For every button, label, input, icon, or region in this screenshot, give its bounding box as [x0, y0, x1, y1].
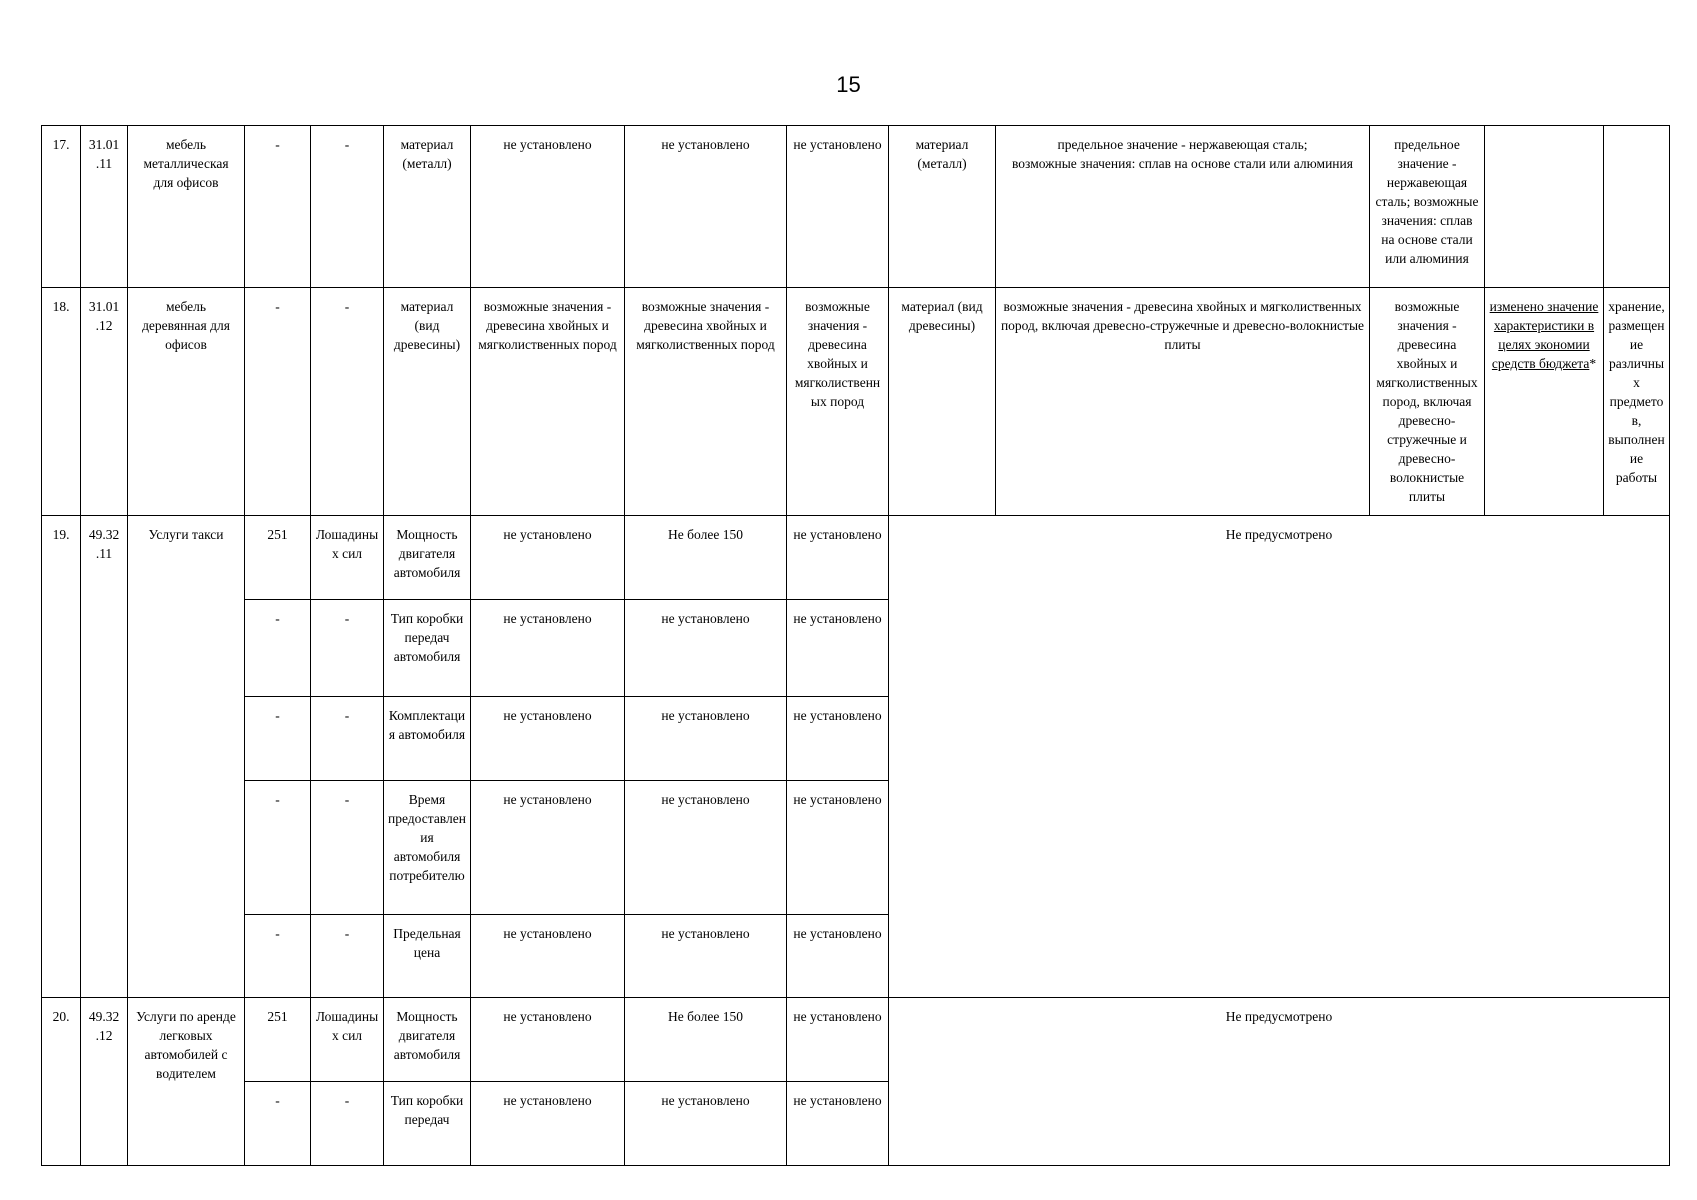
value-cell: не установлено — [625, 126, 787, 288]
unit-code: - — [245, 600, 311, 697]
characteristic: Мощность двигателя автомобиля — [384, 516, 471, 600]
value-cell: не установлено — [471, 600, 625, 697]
value-cell: Не более 150 — [625, 516, 787, 600]
row-number: 20. — [42, 998, 81, 1166]
value-cell: возможные значения - древесина хвойных и мягколиственных пород — [787, 288, 889, 516]
okpd-code: 49.32 .12 — [81, 998, 128, 1166]
table-row — [42, 126, 1670, 288]
unit-name: Лошадиных сил — [311, 516, 384, 600]
value-cell: не установлено — [625, 697, 787, 781]
okpd-code: 31.01 .12 — [81, 288, 128, 516]
characteristic: Комплектация автомобиля — [384, 697, 471, 781]
characteristic: материал (вид древесины) — [384, 288, 471, 516]
value-cell: не установлено — [471, 697, 625, 781]
value-cell: возможные значения - древесина хвойных и мягколиственных пород — [471, 288, 625, 516]
row-number: 19. — [42, 516, 81, 998]
row-number: 18. — [42, 288, 81, 516]
value-cell: не установлено — [787, 1082, 889, 1166]
value-cell: возможные значения - древесина хвойных и мягколиственных пород, включая древесно-стружечные и древесно-волокнистые плиты — [1370, 288, 1485, 516]
value-cell: не установлено — [625, 781, 787, 915]
merged-not-provided-cell: Не предусмотрено — [889, 998, 1670, 1166]
characteristic: материал (металл) — [889, 126, 996, 288]
value-cell: Не более 150 — [625, 998, 787, 1082]
value-cell: не установлено — [787, 781, 889, 915]
unit-code: - — [245, 697, 311, 781]
value-cell: предельное значение - нержавеющая сталь; возможные значения: сплав на основе стали или алюминия — [996, 126, 1370, 288]
value-cell: не установлено — [471, 998, 625, 1082]
value-cell: не установлено — [787, 697, 889, 781]
footnote-mark: * — [1589, 356, 1597, 371]
table-row — [42, 998, 1670, 1082]
item-name: Услуги по аренде легковых автомобилей с водителем — [128, 998, 245, 1166]
unit-name: Лошадиных сил — [311, 998, 384, 1082]
page-number: 15 — [836, 72, 861, 97]
unit-name: - — [311, 600, 384, 697]
unit-code: - — [245, 288, 311, 516]
purpose-cell: хранение, размещение различных предметов, выполнение работы — [1604, 288, 1670, 516]
item-name: Услуги такси — [128, 516, 245, 998]
characteristic: Предельная цена — [384, 915, 471, 998]
unit-code: - — [245, 915, 311, 998]
unit-code: 251 — [245, 516, 311, 600]
value-cell: не установлено — [625, 1082, 787, 1166]
justification-cell — [1485, 288, 1604, 516]
characteristic: материал (вид древесины) — [889, 288, 996, 516]
characteristic: материал (металл) — [384, 126, 471, 288]
unit-code: - — [245, 126, 311, 288]
value-cell: не установлено — [625, 915, 787, 998]
value-cell: возможные значения - древесина хвойных и мягколиственных пород, включая древесно-стружечные и древесно-волокнистые плиты — [996, 288, 1370, 516]
characteristic: Мощность двигателя автомобиля — [384, 998, 471, 1082]
value-cell: возможные значения - древесина хвойных и мягколиственных пород — [625, 288, 787, 516]
okpd-code: 31.01 .11 — [81, 126, 128, 288]
unit-name: - — [311, 126, 384, 288]
table-row — [42, 288, 1670, 516]
value-cell: не установлено — [471, 781, 625, 915]
value-cell: не установлено — [471, 1082, 625, 1166]
value-cell: не установлено — [471, 915, 625, 998]
value-cell: не установлено — [787, 516, 889, 600]
justification-text: изменено значение характеристики в целях экономии средств бюджета — [1489, 299, 1599, 371]
document-table — [41, 125, 1670, 1166]
okpd-code: 49.32 .11 — [81, 516, 128, 998]
unit-name: - — [311, 1082, 384, 1166]
unit-name: - — [311, 915, 384, 998]
table-row — [42, 516, 1670, 600]
value-cell: не установлено — [471, 126, 625, 288]
value-cell: предельное значение - нержавеющая сталь; возможные значения: сплав на основе стали или алюминия — [1370, 126, 1485, 288]
value-cell: не установлено — [787, 998, 889, 1082]
characteristic: Тип коробки передач автомобиля — [384, 600, 471, 697]
unit-code: - — [245, 1082, 311, 1166]
value-cell: не установлено — [787, 126, 889, 288]
unit-code: - — [245, 781, 311, 915]
value-cell: не установлено — [787, 915, 889, 998]
unit-name: - — [311, 697, 384, 781]
purpose-cell — [1604, 126, 1670, 288]
justification-cell — [1485, 126, 1604, 288]
value-cell: не установлено — [787, 600, 889, 697]
unit-name: - — [311, 288, 384, 516]
unit-name: - — [311, 781, 384, 915]
unit-code: 251 — [245, 998, 311, 1082]
row-number: 17. — [42, 126, 81, 288]
merged-not-provided-cell: Не предусмотрено — [889, 516, 1670, 998]
value-cell: не установлено — [625, 600, 787, 697]
characteristic: Время предоставления автомобиля потребителю — [384, 781, 471, 915]
item-name: мебель деревянная для офисов — [128, 288, 245, 516]
characteristic: Тип коробки передач — [384, 1082, 471, 1166]
item-name: мебель металлическая для офисов — [128, 126, 245, 288]
value-cell: не установлено — [471, 516, 625, 600]
